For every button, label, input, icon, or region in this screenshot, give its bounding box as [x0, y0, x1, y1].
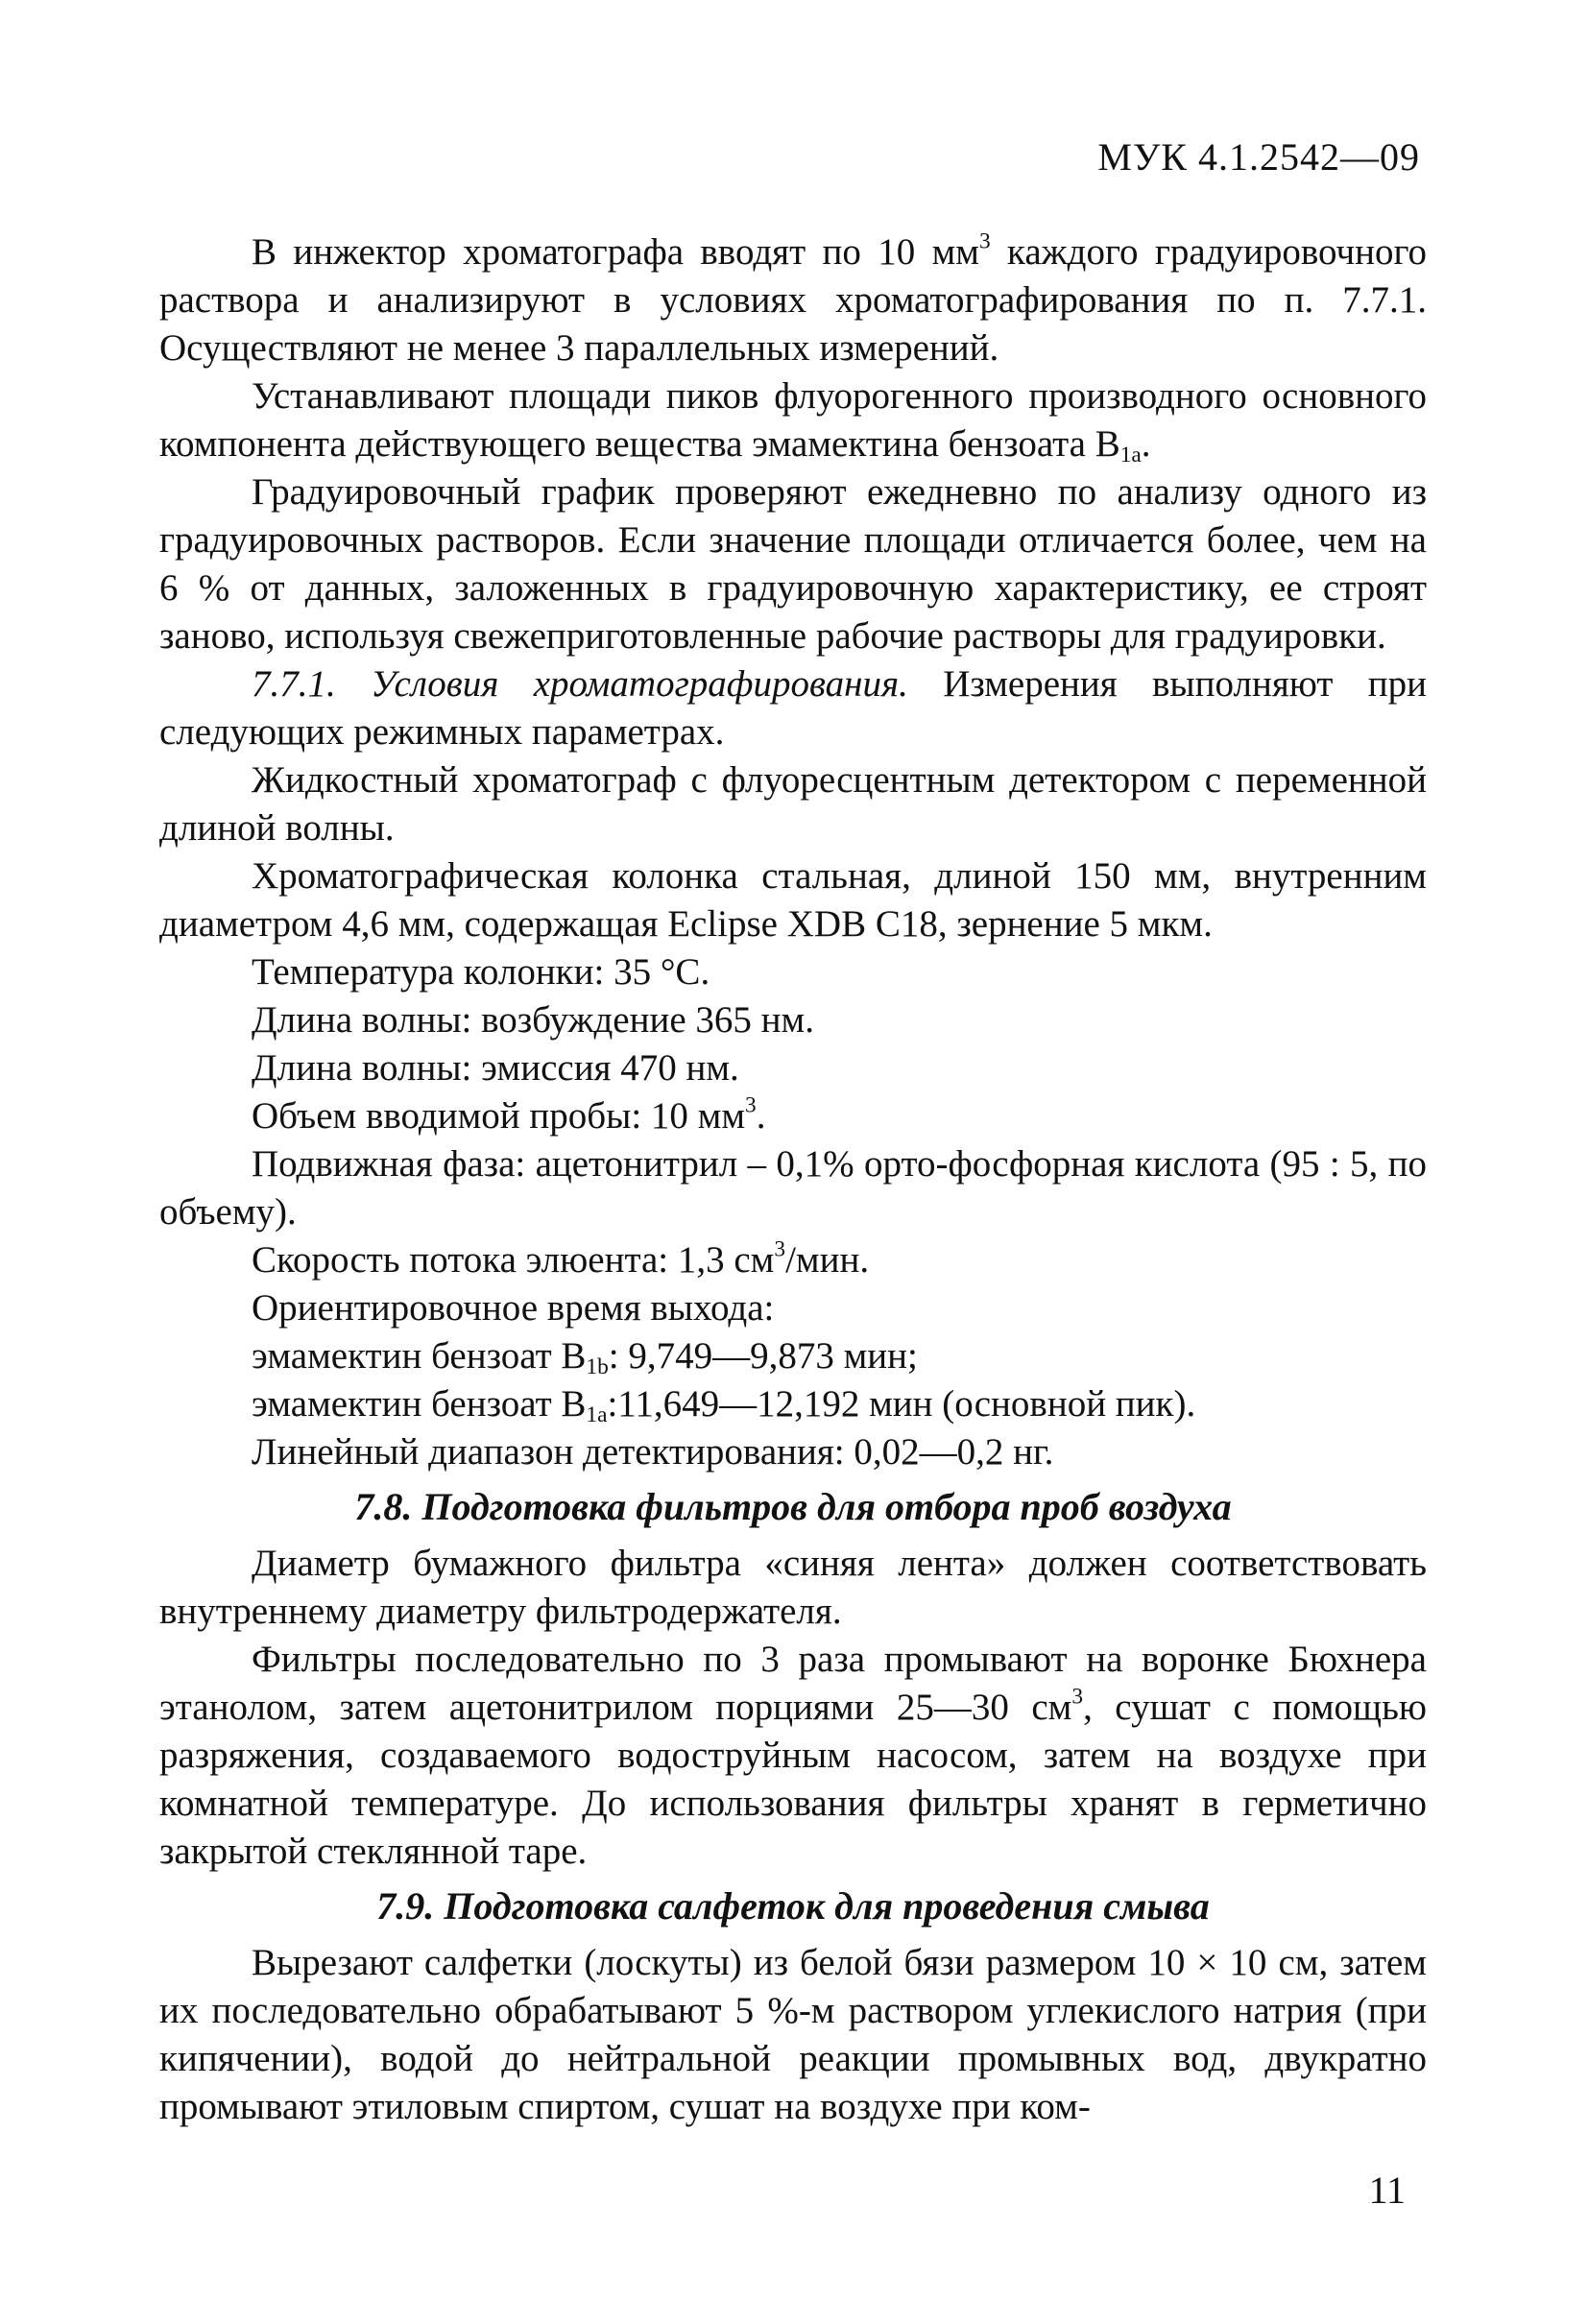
paragraph-peak-areas	[159, 372, 1427, 468]
superscript: 3	[774, 1236, 786, 1262]
paragraph-chromatography-conditions	[159, 660, 1427, 756]
text-span: Фильтры последовательно по 3 раза промывают на воронке Бюхнера этанолом, затем ацетонитрилом порциями 25—30 см	[159, 1639, 1427, 1728]
section-heading-7-9: 7.9. Подготовка салфеток для проведения смыва	[376, 1884, 1210, 1928]
subscript: 1a	[1119, 442, 1142, 467]
text-span: .	[1141, 423, 1151, 465]
text-span: Скорость потока элюента: 1,3 см	[252, 1239, 775, 1281]
text-span: .	[756, 1095, 766, 1137]
page-body	[159, 228, 1427, 2131]
section-title: Условия хроматографирования.	[371, 663, 908, 705]
text-span: Объем вводимой пробы: 10 мм	[252, 1095, 746, 1137]
paragraph-excitation: Длина волны: возбуждение 365 нм.	[252, 999, 814, 1041]
text-span: : 9,749—9,873 мин;	[608, 1335, 918, 1377]
superscript: 3	[1071, 1684, 1084, 1710]
paragraph-retention-b1a	[159, 1380, 1427, 1428]
subscript: 1a	[586, 1402, 608, 1427]
document-id-header: МУК 4.1.2542—09	[1097, 135, 1420, 179]
text-span: Измерения выполняют при следующих режимных параметрах.	[159, 663, 1428, 753]
paragraph-calibration-check: Градуировочный график проверяют ежедневно по анализу одного из градуировочных растворов. Если значение площади отличается более, чем на 6 % от данных, заложенных в градуировочную характеристику, ее строят заново, используя свежеприготовленные рабочие растворы для градуировки.	[159, 471, 1427, 657]
paragraph-chromatograph: Жидкостный хроматограф с флуоресцентным детектором с переменной длиной волны.	[159, 759, 1427, 849]
paragraph-sample-volume	[159, 1092, 1427, 1140]
text-span: , сушат с помощью разряжения, создаваемого водоструйным насосом, затем на воздухе при комнатной температуре. До использования фильтры хранят в герметично закрытой стеклянной таре.	[159, 1687, 1427, 1872]
paragraph-retention-b1b	[159, 1332, 1427, 1380]
text-span: В инжектор хроматографа вводят по 10 мм	[252, 231, 979, 273]
paragraph-filter-diameter: Диаметр бумажного фильтра «синяя лента» должен соответствовать внутреннему диаметру фильтродержателя.	[159, 1543, 1427, 1632]
paragraph-column-temp: Температура колонки: 35 °С.	[252, 951, 710, 993]
section-heading-7-8: 7.8. Подготовка фильтров для отбора проб воздуха	[354, 1485, 1232, 1528]
paragraph-column: Хроматографическая колонка стальная, длиной 150 мм, внутренним диаметром 4,6 мм, содержащая Eclipse XDB C18, зернение 5 мкм.	[159, 855, 1427, 945]
paragraph-flow-rate	[159, 1236, 1427, 1284]
text-span: эмамектин бензоат B	[252, 1383, 587, 1425]
text-span: /мин.	[785, 1239, 870, 1281]
paragraph-filter-washing	[159, 1636, 1427, 1876]
subscript: 1b	[586, 1354, 609, 1379]
paragraph-retention-time: Ориентировочное время выхода:	[252, 1287, 775, 1329]
paragraph-emission: Длина волны: эмиссия 470 нм.	[252, 1047, 739, 1089]
text-span: эмамектин бензоат B	[252, 1335, 587, 1377]
text-span: каждого градуировочного раствора и анализируют в условиях хроматографирования по п. 7.7.1. Осуществляют не менее 3 параллельных измерений.	[159, 231, 1428, 369]
text-span: :11,649—12,192 мин (основной пик).	[607, 1383, 1196, 1425]
text-span: Устанавливают площади пиков флуорогенного производного основного компонента действующего вещества эмамектина бензоата B	[159, 375, 1427, 465]
paragraph-linear-range: Линейный диапазон детектирования: 0,02—0,2 нг.	[252, 1431, 1054, 1473]
superscript: 3	[978, 228, 991, 254]
superscript: 3	[745, 1092, 757, 1118]
paragraph-injection	[159, 228, 1427, 372]
section-number: 7.7.1.	[252, 663, 336, 705]
paragraph-mobile-phase: Подвижная фаза: ацетонитрил – 0,1% орто-фосфорная кислота (95 : 5, по объему).	[159, 1143, 1427, 1233]
page-number: 11	[1368, 2168, 1406, 2212]
paragraph-napkins: Вырезают салфетки (лоскуты) из белой бязи размером 10 × 10 см, затем их последовательно обрабатывают 5 %-м раствором углекислого натрия (при кипячении), водой до нейтральной реакции промывных вод, двукратно промывают этиловым спиртом, сушат на воздухе при ком-	[159, 1942, 1427, 2127]
